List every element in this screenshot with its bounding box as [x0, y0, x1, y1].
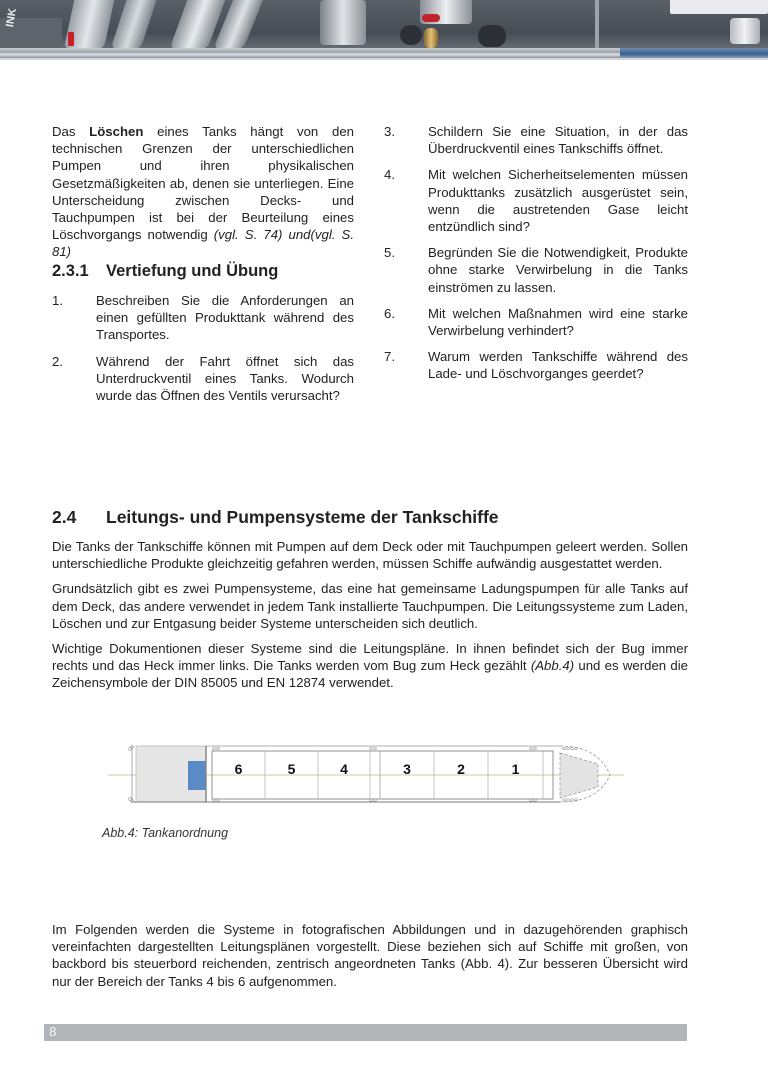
tank-label: 6 — [234, 761, 243, 777]
exercise-text: Beschreiben Sie die Anforderungen an einen gefüllten Produkttank während des Transportes. — [96, 293, 354, 343]
exercise-number: 7. — [384, 349, 395, 365]
exercise-text: Schildern Sie eine Situation, in der das Überdruckventil eines Tankschiffs öffnet. — [428, 124, 688, 157]
exercise-text: Mit welchen Sicherheitselementen müssen Produkttanks zusätzlich ausgerüstet sein, wenn die austretenden Gase leicht entzündlich sind? — [428, 167, 688, 235]
intro-bold-term: Löschen — [89, 124, 144, 139]
exercise-item — [52, 292, 354, 344]
section-title: Vertiefung und Übung — [106, 262, 279, 280]
section-heading-2-4 — [52, 507, 499, 528]
exercise-number: 4. — [384, 167, 395, 183]
intro-paragraph — [52, 123, 354, 261]
tank-arrangement-diagram — [108, 742, 624, 806]
paragraph: Grundsätzlich gibt es zwei Pumpensysteme, das eine hat gemeinsame Ladungspumpen für alle Tanks auf dem Deck, das andere verwendet in jedem Tank installierte Tauchpumpen. Die Leitungssysteme zum Laden, Löschen und zur Entgasung beider Systeme unterscheiden sich deutlich. — [52, 581, 688, 631]
exercise-text: Während der Fahrt öffnet sich das Unterdruckventil eines Tanks. Wodurch wurde das Öffnen des Ventils verursacht? — [96, 353, 354, 404]
paragraph: Im Folgenden werden die Systeme in fotografischen Abbildungen und in dazugehörenden graphisch vereinfachten dargestellten Leitungsplänen vorgestellt. Diese beziehen sich auf Schiffe mit großen, von backbord bis steuerbord reichenden, zentrisch angeordneten Tanks (Abb. 4). Zur besseren Übersicht wird nur der Bereich der Tanks 4 bis 6 aufgenommen. — [52, 922, 688, 989]
exercise-number: 3. — [384, 124, 395, 139]
exercise-item — [384, 166, 688, 235]
closing-paragraph — [52, 921, 688, 998]
header-photo — [0, 0, 768, 60]
exercise-item — [384, 305, 688, 339]
bow-forepeak — [560, 753, 598, 798]
exercise-number: 5. — [384, 245, 395, 261]
figure-reference: (Abb.4) — [530, 658, 575, 674]
tank-label: 3 — [403, 761, 411, 777]
paragraph — [52, 640, 688, 692]
header-blue-pipe — [620, 48, 768, 58]
exercise-number: 2. — [52, 353, 63, 369]
tank-label: 1 — [511, 761, 520, 777]
exercise-list-left — [52, 292, 354, 413]
intro-text: Das — [52, 124, 90, 139]
page-number: 8 — [49, 1025, 57, 1039]
section-heading-2-3-1 — [52, 262, 278, 281]
exercise-text: Mit welchen Maßnahmen wird eine starke Verwirbelung verhindert? — [428, 305, 688, 339]
tank-label: 4 — [340, 761, 348, 777]
tank-label: 2 — [457, 761, 465, 777]
exercise-item — [384, 244, 688, 296]
stern-pump-block — [188, 761, 206, 790]
intro-page-reference: (vgl. S. 74) und(vgl. S. 81) — [52, 227, 354, 260]
section-title: Leitungs- und Pumpensysteme der Tankschiffe — [106, 507, 499, 527]
exercise-list-right — [384, 123, 688, 392]
section-body — [52, 538, 688, 700]
page-footer-bar — [44, 1024, 687, 1041]
paragraph: Die Tanks der Tankschiffe können mit Pumpen auf dem Deck oder mit Tauchpumpen geleert werden. Sollen unterschiedliche Produkte gleichzeitig gefahren werden, müssen Schiffe aufwändig ausgestattet werden. — [52, 539, 688, 572]
exercise-item — [52, 353, 354, 405]
paragraph-text: Wichtige Dokumentionen dieser Systeme sind die Leitungspläne. In ihnen befindet sich der Bug immer rechts und das Heck immer links. Die Tanks werden vom Bug zum Heck gezählt — [52, 641, 688, 674]
intro-text-main: eines Tanks hängt von den technischen Grenzen der unterschiedlichen Pumpen und ihren physikalischen Gesetzmäßigkeiten ab, denen sie unterliegen. Eine Unterscheidung zwischen Decks- und Tauchpumpen ist bei der Beurteilung eines Löschvorgangs notwendig — [52, 124, 354, 243]
exercise-item — [384, 123, 688, 157]
exercise-item — [384, 348, 688, 382]
section-number: 2.3.1 — [52, 262, 89, 280]
exercise-text: Begründen Sie die Notwendigkeit, Produkte ohne starke Verwirbelung in die Tanks einströmen zu lassen. — [428, 245, 688, 295]
paragraph-text: und es werden die Zeichensymbole der DIN 85005 und EN 12874 verwendet. — [52, 658, 688, 691]
figure-caption: Abb.4: Tankanordnung — [102, 826, 229, 840]
header-photo-text: INK — [4, 7, 20, 29]
exercise-number: 6. — [384, 305, 395, 321]
exercise-text: Warum werden Tankschiffe während des Lade- und Löschvorganges geerdet? — [428, 349, 688, 382]
exercise-number: 1. — [52, 293, 63, 308]
section-number: 2.4 — [52, 507, 77, 527]
tank-label: 5 — [287, 761, 296, 777]
